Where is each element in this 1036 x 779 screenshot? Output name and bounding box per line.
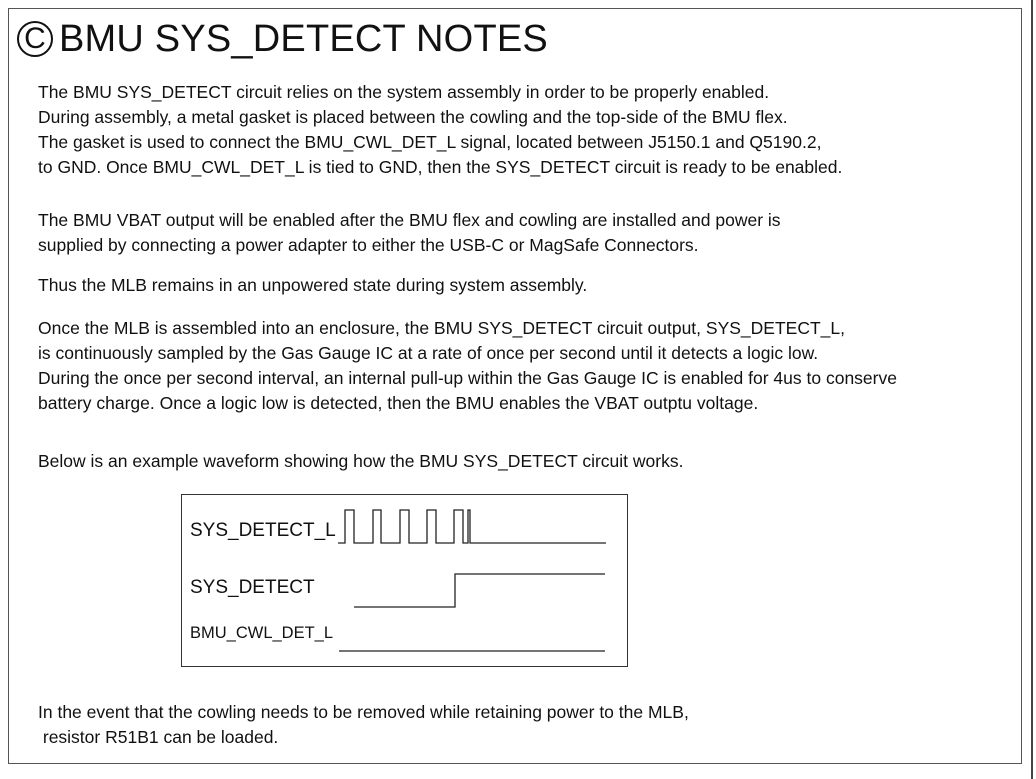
text-line: battery charge. Once a logic low is detected, then the BMU enables the VBAT outptu voltage. bbox=[38, 393, 759, 413]
paragraph-waveform-intro bbox=[38, 449, 683, 474]
text-line: is continuously sampled by the Gas Gauge IC at a rate of once per second until it detects a logic low. bbox=[38, 343, 819, 363]
signal-label-sys-detect: SYS_DETECT bbox=[190, 577, 315, 598]
section-letter-badge: C bbox=[17, 21, 53, 57]
text-line: to GND. Once BMU_CWL_DET_L is tied to GND, then the SYS_DETECT circuit is ready to be enabled. bbox=[38, 157, 843, 177]
text-line: Thus the MLB remains in an unpowered state during system assembly. bbox=[38, 275, 588, 295]
signal-label-bmu-cwl-det-l: BMU_CWL_DET_L bbox=[190, 624, 334, 642]
signal-label-sys-detect-l: SYS_DETECT_L bbox=[190, 520, 336, 541]
text-line: The BMU SYS_DETECT circuit relies on the system assembly in order to be properly enabled. bbox=[38, 82, 770, 102]
text-line: During the once per second interval, an internal pull-up within the Gas Gauge IC is enabled for 4us to conserve bbox=[38, 368, 897, 388]
section-title bbox=[17, 17, 548, 61]
paragraph-vbat bbox=[38, 208, 781, 258]
text-line: Below is an example waveform showing how the BMU SYS_DETECT circuit works. bbox=[38, 451, 684, 471]
trace-sys-detect-l bbox=[338, 510, 606, 543]
paragraph-cowling-removal bbox=[38, 700, 689, 750]
page-title: BMU SYS_DETECT NOTES bbox=[59, 18, 548, 60]
paragraph-unpowered bbox=[38, 273, 587, 298]
text-line: Once the MLB is assembled into an enclosure, the BMU SYS_DETECT circuit output, SYS_DETECT_L, bbox=[38, 318, 845, 338]
trace-sys-detect bbox=[354, 574, 605, 607]
waveform-traces bbox=[181, 494, 628, 667]
text-line: In the event that the cowling needs to be removed while retaining power to the MLB, bbox=[38, 702, 689, 722]
text-line: During assembly, a metal gasket is placed between the cowling and the top-side of the BMU flex. bbox=[38, 107, 788, 127]
text-line: supplied by connecting a power adapter to either the USB-C or MagSafe Connectors. bbox=[38, 235, 699, 255]
paragraph-assembly bbox=[38, 80, 842, 180]
text-line: The gasket is used to connect the BMU_CWL_DET_L signal, located between J5150.1 and Q5190.2, bbox=[38, 132, 822, 152]
paragraph-sampling bbox=[38, 316, 897, 416]
text-line: resistor R51B1 can be loaded. bbox=[38, 727, 279, 747]
text-line: The BMU VBAT output will be enabled after the BMU flex and cowling are installed and power is bbox=[38, 210, 781, 230]
page-edge-divider bbox=[1031, 0, 1033, 779]
